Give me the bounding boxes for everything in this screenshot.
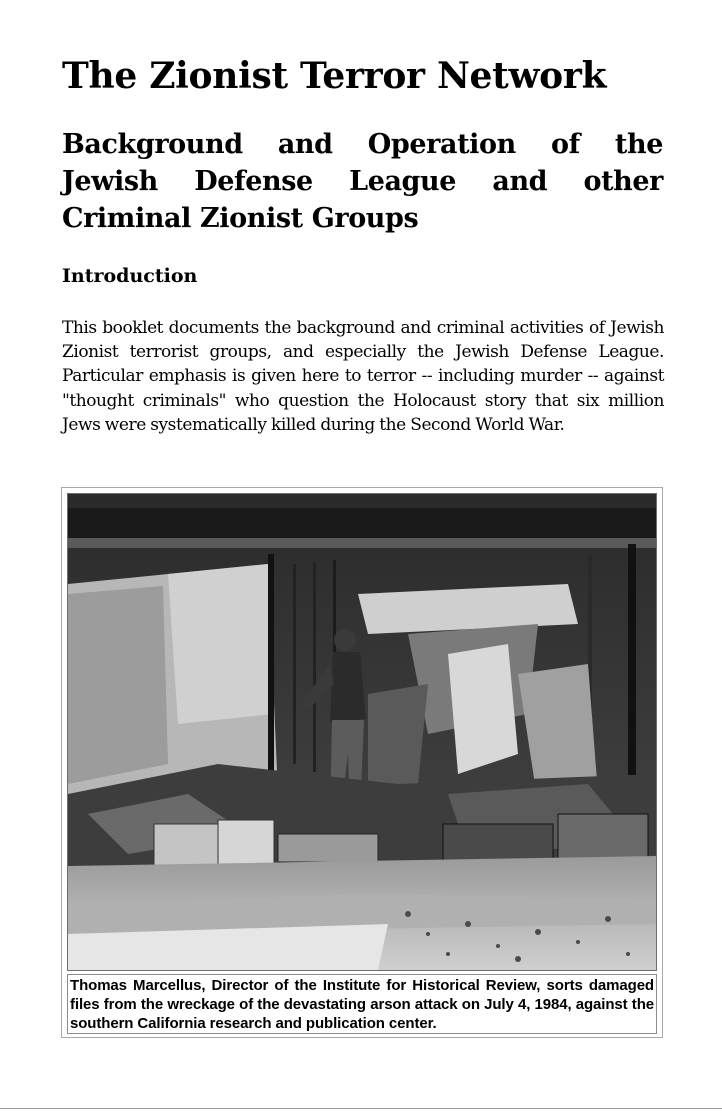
wreckage-photo-image <box>68 494 656 970</box>
page-bottom-divider <box>0 1108 722 1109</box>
document-subtitle: Background and Operation of the Jewish Defense League and other Criminal Zionist Groups <box>62 129 663 234</box>
photo-figure <box>61 487 663 1038</box>
intro-paragraph: This booklet documents the background and criminal activities of Jewish Zionist terrorist groups, and especially the Jewish Defense League. Particular emphasis is given here to terror -- including murder -- against "thought criminals" who question the Holocaust story that six million Jews were systematically killed during the Second World War. <box>62 318 664 435</box>
section-heading-introduction: Introduction <box>62 265 198 287</box>
photo-caption: Thomas Marcellus, Director of the Institute for Historical Review, sorts damaged files from the wreckage of the devastating arson attack on July 4, 1984, against the southern California research and publication center. <box>67 974 657 1034</box>
wreckage-photo <box>67 493 657 971</box>
document-title: The Zionist Terror Network <box>62 55 607 97</box>
